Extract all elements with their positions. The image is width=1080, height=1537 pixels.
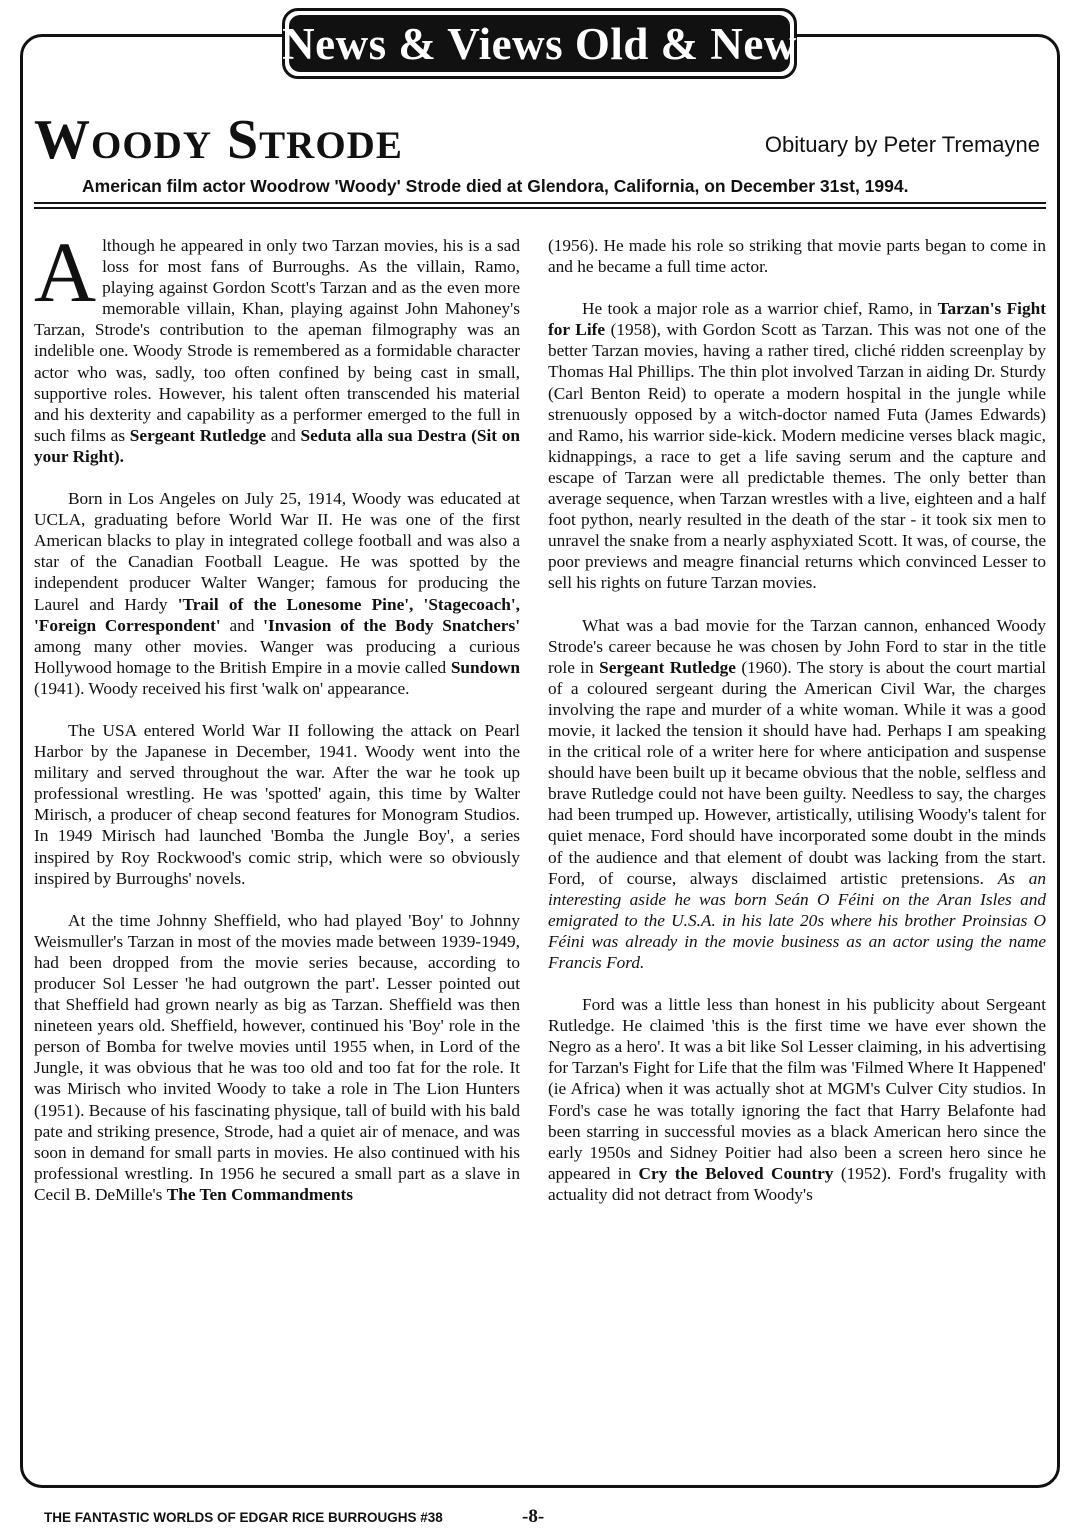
film-title: Sergeant Rutledge — [129, 425, 267, 445]
header-rule-top — [34, 202, 1046, 204]
page-number: -8- — [522, 1506, 545, 1527]
paragraph — [34, 910, 520, 1205]
film-title: Sergeant Rutledge — [599, 657, 736, 677]
paragraph: (1956). He made his role so striking that movie parts began to come in and he became a full time actor. — [548, 236, 1046, 277]
text-run: (1952). Ford's frugality with actuality did not detract from Woody's — [548, 1163, 1047, 1204]
paragraph — [34, 224, 520, 467]
paragraph — [548, 994, 1046, 1205]
paragraph — [34, 488, 520, 699]
italic-aside: As an interesting aside he was born Seán O Féini on the Aran Isles and emigrated to the U.S.A. in his late 20s where his brother Proinsias O Féini was already in the movie business as an actor using the name Francis Ford. — [548, 868, 1046, 972]
paragraph — [548, 615, 1046, 974]
text-run: (1941). Woody received his first 'walk on' appearance. — [34, 678, 410, 698]
film-title: Cry the Beloved Country — [638, 1163, 834, 1183]
text-run: At the time Johnny Sheffield, who had played 'Boy' to Johnny Weismuller's Tarzan in most of the movies made between 1939-1949, had been dropped from the movie series because, according to producer Sol Lesser 'he had outgrown the part'. Lesser pointed out that Sheffield had grown nearly as big as Tarzan. Sheffield was then nineteen years old. Sheffield, however, continued his 'Boy' role in the person of Bomba for twelve movies until 1955 when, in Lord of the Jungle, it was obvious that he was too old and too fat for the role. It was Mirisch who invited Woody to take a role in The Lion Hunters (1951). Because of his fascinating physique, tall of build with his bald pate and striking presence, Strode, had a quiet air of menace, and was soon in demand for small parts in movies. He also continued with his professional wrestling. In 1956 he secured a small part as a slave in Cecil B. DeMille's — [34, 910, 520, 1204]
text-run: Ford was a little less than honest in his publicity about Sergeant Rutledge. He claimed 'this is the first time we have ever shown the Negro as a hero'. It was a bit like Sol Lesser claiming, in his advertising for Tarzan's Fight for Life that the film was 'Filmed Where It Happened' (ie Africa) when it was actually shot at MGM's Culver City studios. In Ford's case he was totally ignoring the fact that Harry Belafonte had been starring in successful movies as a black American hero since the early 1950s and Sidney Poitier had also been a screen hero since he appeared in — [548, 995, 1046, 1183]
text-run: Born in Los Angeles on July 25, 1914, Woody was educated at UCLA, graduating before World War II. He was one of the first American blacks to play in integrated college football and was also a star of the Canadian Football League. He was spotted by the independent producer Walter Wanger; famous for producing the Laurel and Hardy — [34, 489, 520, 614]
left-column — [34, 224, 520, 1226]
text-run: What was a bad movie for the Tarzan cannon, enhanced Woody Strode's career because he was chosen by John Ford to star in the title role in — [548, 615, 1046, 677]
film-title: The Ten Commandments — [166, 1184, 354, 1204]
film-title: 'Trail of the Lonesome Pine', 'Stagecoach', 'Foreign Correspondent' — [34, 594, 520, 635]
text-run: (1958), with Gordon Scott as Tarzan. This was not one of the better Tarzan movies, having a rather tired, cliché ridden screenplay by Thomas Hal Phillips. The thin plot involved Tarzan in aiding Dr. Sturdy (Carl Benton Reid) to operate a modern hospital in the jungle while strenuously opposed by a witch-doctor named Futa (James Edwards) and Ramo, his warrior side-kick. Modern medicine verses black magic, kidnappings, a race to get a life saving serum and the capture and escape of Tarzan were all predictable themes. The only better than average sequence, when Tarzan wrestles with a live, eighteen and a half foot python, nearly resulted in the death of the star - it took six men to unravel the snake from a nearly asphyxiated Scott. It was, of course, the poor previews and meagre financial returns which convinced Lesser to sell his rights on future Tarzan movies. — [548, 320, 1047, 593]
footer-publication: THE FANTASTIC WORLDS OF EDGAR RICE BURROUGHS #38 — [44, 1510, 443, 1525]
banner-title: News & Views Old & New — [282, 18, 797, 69]
drop-cap: A — [34, 224, 97, 320]
text-run: and — [270, 425, 296, 445]
header-rule-bottom — [34, 207, 1046, 209]
film-title: Tarzan's Fight for Life — [548, 299, 1046, 340]
article-byline: Obituary by Peter Tremayne — [764, 132, 1040, 157]
text-run: and — [229, 615, 255, 635]
paragraph: The USA entered World War II following the attack on Pearl Harbor by the Japanese in December, 1941. Woody went into the military and served throughout the war. After the war he took up professional wrestling. He was 'spotted' again, this time by Walter Mirisch, a producer of cheap second features for Monogram Studios. In 1949 Mirisch had launched 'Bomba the Jungle Boy', a series inspired by Roy Rockwood's comic strip, which were so obviously inspired by Burroughs' novels. — [34, 720, 520, 888]
film-title: 'Invasion of the Body Snatchers' — [263, 615, 520, 635]
banner-background — [282, 15, 797, 72]
film-title: Seduta alla sua Destra (Sit on your Right). — [34, 425, 520, 466]
section-banner — [282, 8, 797, 79]
film-title: Sundown — [450, 657, 520, 677]
right-column — [548, 235, 1046, 1226]
text-run: lthough he appeared in only two Tarzan movies, his is a sad loss for most fans of Burroughs. As the villain, Ramo, playing against Gordon Scott's Tarzan and as the even more memorable villain, Khan, playing against John Mahoney's Tarzan, Strode's contribution to the apeman filmography was an indelible one. Woody Strode is remembered as a formidable character actor who was, sadly, too often confined by being cast in small, supportive roles. However, his talent often transcended his material and his dexterity and capability as a performer emerged to the full in such films as — [34, 236, 520, 445]
text-run: among many other movies. Wanger was producing a curious Hollywood homage to the British Empire in a movie called — [34, 636, 520, 677]
text-run: (1960). The story is about the court martial of a coloured sergeant during the American Civil War, the charges involving the rape and murder of a white woman. While it was a good movie, it lacked the tension it should have had. Perhaps I am speaking in the critical role of a writer here for where anticipation and suspense should have been built up it became obvious that the noble, selfless and brave Rutledge could not have been guilty. Needless to say, the charges had been trumped up. However, artistically, utilising Woody's talent for quiet menace, Ford should have incorporated some doubt in the minds of the audience and that element of doubt was lacking from the start. Ford, of course, always disclaimed artistic pretensions. — [548, 657, 1046, 888]
text-run: He took a major role as a warrior chief, Ramo, in — [582, 299, 933, 319]
article-subhead: American film actor Woodrow 'Woody' Strode died at Glendora, California, on December 31st, 1994. — [82, 176, 909, 196]
paragraph — [548, 298, 1046, 593]
article-headline: Woody Strode — [34, 109, 403, 171]
